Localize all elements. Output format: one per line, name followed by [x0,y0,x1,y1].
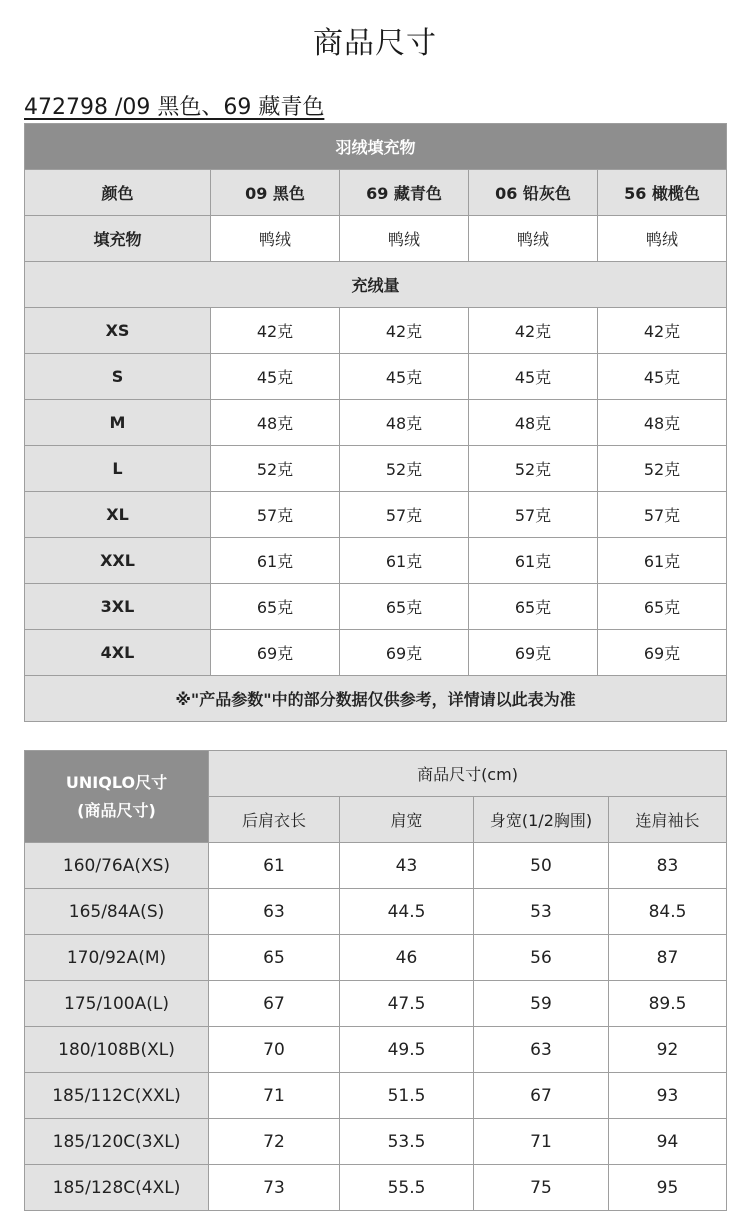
size-row [25,889,727,935]
measurement-cell: 50 [474,843,609,889]
fill-amount-cell: 52克 [340,446,469,492]
fill-amount-row [25,584,727,630]
measurement-cell: 59 [474,981,609,1027]
size-label-cell: 4XL [25,630,211,676]
size-label-cell: L [25,446,211,492]
fill-amount-cell: 45克 [469,354,598,400]
fill-amount-cell: 48克 [598,400,727,446]
measurement-cell: 49.5 [340,1027,474,1073]
measurement-cell: 67 [209,981,340,1027]
size-row [25,935,727,981]
size-code-cell: 180/108B(XL) [25,1027,209,1073]
size-code-cell: 170/92A(M) [25,935,209,981]
fill-amount-cell: 48克 [340,400,469,446]
fill-amount-row [25,446,727,492]
fill-amount-cell: 61克 [340,538,469,584]
measurement-cell: 65 [209,935,340,981]
color-header-cell: 06 铅灰色 [469,170,598,216]
measurement-cell: 46 [340,935,474,981]
color-label: 颜色 [25,170,211,216]
color-header-cell: 69 藏青色 [340,170,469,216]
fill-amount-cell: 52克 [598,446,727,492]
size-code-cell: 160/76A(XS) [25,843,209,889]
measurement-cell: 67 [474,1073,609,1119]
measurement-cell: 63 [474,1027,609,1073]
measurement-cell: 63 [209,889,340,935]
measurement-cell: 84.5 [609,889,727,935]
fill-amount-cell: 42克 [340,308,469,354]
size-code-cell: 165/84A(S) [25,889,209,935]
fill-amount-cell: 69克 [211,630,340,676]
size-code-cell: 185/120C(3XL) [25,1119,209,1165]
fill-amount-header: 充绒量 [25,262,727,308]
garment-size-table [24,750,727,1211]
size-group-header: 商品尺寸(cm) [209,751,727,797]
filling-cell: 鸭绒 [340,216,469,262]
fill-amount-cell: 42克 [211,308,340,354]
fill-amount-cell: 69克 [598,630,727,676]
down-filling-table [24,123,727,722]
filling-label: 填充物 [25,216,211,262]
page-title: 商品尺寸 [313,26,437,61]
measurement-cell: 43 [340,843,474,889]
size-label-cell: 3XL [25,584,211,630]
measurement-cell: 75 [474,1165,609,1211]
fill-amount-row [25,400,727,446]
fill-amount-cell: 45克 [211,354,340,400]
measurement-cell: 92 [609,1027,727,1073]
fill-amount-cell: 61克 [598,538,727,584]
size-label-cell: XS [25,308,211,354]
measurement-cell: 47.5 [340,981,474,1027]
fill-amount-row [25,630,727,676]
fill-amount-row [25,538,727,584]
filling-cell: 鸭绒 [211,216,340,262]
size-code-cell: 185/128C(4XL) [25,1165,209,1211]
fill-amount-cell: 48克 [469,400,598,446]
measurement-cell: 73 [209,1165,340,1211]
size-code-cell: 185/112C(XXL) [25,1073,209,1119]
size-row [25,843,727,889]
measurement-cell: 95 [609,1165,727,1211]
filling-cell: 鸭绒 [598,216,727,262]
fill-amount-cell: 57克 [469,492,598,538]
color-header-cell: 56 橄榄色 [598,170,727,216]
size-row [25,1027,727,1073]
note-row [25,676,727,722]
fill-amount-row [25,492,727,538]
size-code-cell: 175/100A(L) [25,981,209,1027]
disclaimer-note: ※"产品参数"中的部分数据仅供参考，详情请以此表为准 [25,676,727,722]
measurement-cell: 94 [609,1119,727,1165]
fill-amount-cell: 61克 [469,538,598,584]
fill-amount-cell: 61克 [211,538,340,584]
measurement-cell: 61 [209,843,340,889]
size-row [25,1119,727,1165]
filling-cell: 鸭绒 [469,216,598,262]
color-header-cell: 09 黑色 [211,170,340,216]
measurement-cell: 51.5 [340,1073,474,1119]
measurement-cell: 55.5 [340,1165,474,1211]
measurement-cell: 93 [609,1073,727,1119]
measurement-cell: 83 [609,843,727,889]
measurement-column-header: 肩宽 [340,797,474,843]
size-label-cell: M [25,400,211,446]
product-code-line: 472798 /09 黑色、69 藏青色 [24,95,325,120]
fill-amount-cell: 69克 [340,630,469,676]
measurement-cell: 89.5 [609,981,727,1027]
size-row [25,1165,727,1211]
measurement-cell: 71 [209,1073,340,1119]
measurement-cell: 53 [474,889,609,935]
measurement-cell: 56 [474,935,609,981]
measurement-cell: 72 [209,1119,340,1165]
fill-amount-cell: 69克 [469,630,598,676]
size-label-cell: XL [25,492,211,538]
fill-amount-cell: 57克 [598,492,727,538]
measurement-cell: 87 [609,935,727,981]
measurement-column-header: 连肩袖长 [609,797,727,843]
measurement-cell: 53.5 [340,1119,474,1165]
fill-amount-cell: 65克 [340,584,469,630]
size-row [25,1073,727,1119]
fill-table-title: 羽绒填充物 [25,124,727,170]
size-label-cell: XXL [25,538,211,584]
fill-amount-cell: 57克 [211,492,340,538]
measurement-cell: 71 [474,1119,609,1165]
fill-amount-cell: 48克 [211,400,340,446]
size-label-cell: S [25,354,211,400]
fill-amount-cell: 65克 [211,584,340,630]
fill-amount-cell: 42克 [469,308,598,354]
fill-amount-cell: 52克 [211,446,340,492]
measurement-column-header: 身宽(1/2胸围) [474,797,609,843]
measurement-cell: 44.5 [340,889,474,935]
size-corner-line1: UNIQLO尺寸 [65,772,168,792]
fill-amount-row [25,354,727,400]
size-corner-header [25,751,209,843]
size-row [25,981,727,1027]
fill-amount-cell: 52克 [469,446,598,492]
size-corner-line2: (商品尺寸) [77,800,156,820]
fill-amount-row [25,308,727,354]
fill-amount-cell: 45克 [598,354,727,400]
fill-amount-cell: 65克 [469,584,598,630]
fill-amount-cell: 42克 [598,308,727,354]
measurement-column-header: 后肩衣长 [209,797,340,843]
fill-amount-cell: 65克 [598,584,727,630]
fill-amount-cell: 57克 [340,492,469,538]
measurement-cell: 70 [209,1027,340,1073]
fill-amount-cell: 45克 [340,354,469,400]
